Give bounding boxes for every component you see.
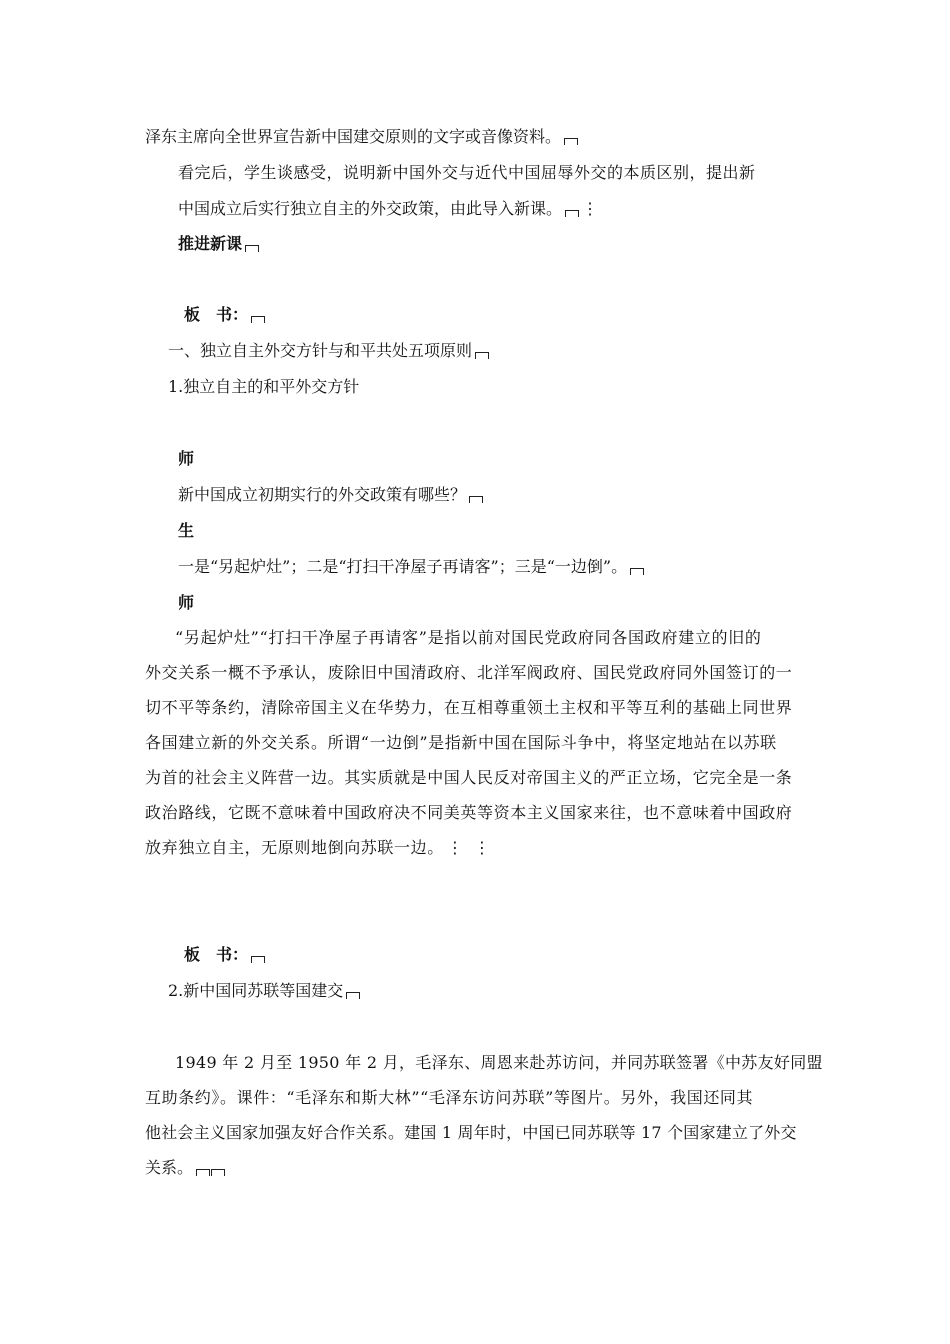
- text-line: [178, 557, 644, 577]
- text-line: [145, 1158, 225, 1178]
- paragraph-mark-icon: [630, 568, 644, 575]
- text-line: [178, 199, 601, 219]
- text: 1.独立自主的和平外交方针: [168, 377, 360, 396]
- text: 为首的社会主义阵营一边。其实质就是中国人民反对帝国主义的严正立场，它完全是一条: [145, 768, 793, 787]
- text: 放弃独立自主，无原则地倒向苏联一边。: [145, 838, 444, 857]
- paragraph-mark-icon: [251, 316, 265, 323]
- text-line: [168, 341, 489, 361]
- text: 外交关系一概不予承认，废除旧中国清政府、北洋军阀政府、国民党政府同外国签订的一: [145, 663, 793, 682]
- text: 板 书：: [184, 945, 249, 964]
- text: 看完后，学生谈感受，说明新中国外交与近代中国屈辱外交的本质区别，提出新: [178, 163, 756, 182]
- text: 生: [178, 521, 195, 540]
- speaker-label: [178, 521, 194, 541]
- board-heading: [184, 945, 265, 965]
- paragraph-mark-icon: [346, 992, 360, 999]
- paragraph-mark-icon: [211, 1169, 225, 1176]
- text: 切不平等条约，清除帝国主义在华势力，在互相尊重领土主权和平等互利的基础上同世界: [145, 698, 793, 717]
- text: 各国建立新的外交关系。所谓“一边倒”是指新中国在国际斗争中，将坚定地站在以苏联: [145, 733, 777, 752]
- text-line: [145, 698, 807, 718]
- text: 泽东主席向全世界宣告新中国建交原则的文字或音像资料。: [145, 127, 562, 146]
- section-heading: [178, 234, 259, 254]
- speaker-label: [178, 593, 194, 613]
- text-line: [175, 628, 762, 648]
- board-heading: [184, 305, 265, 325]
- text-line: [145, 127, 578, 147]
- text: 互助条约》。课件：“毛泽东和斯大林”“毛泽东访问苏联”等图片。另外，我国还同其: [145, 1088, 754, 1107]
- paragraph-mark-icon: [565, 210, 579, 217]
- text-line: [145, 733, 807, 753]
- text-line: [145, 663, 807, 683]
- text-line: [168, 377, 359, 397]
- text: 关系。: [145, 1158, 194, 1177]
- text: 板 书：: [184, 305, 249, 324]
- text-line: [168, 981, 360, 1001]
- text: 政治路线，它既不意味着中国政府决不同美英等资本主义国家来往，也不意味着中国政府: [145, 803, 793, 822]
- text: 1949 年 2 月至 1950 年 2 月，毛泽东、周恩来赴苏访问，并同苏联签署《中苏友好同盟: [175, 1053, 823, 1072]
- text-line: [145, 803, 807, 823]
- text: 新中国成立初期实行的外交政策有哪些？: [178, 485, 467, 504]
- text-line: [178, 485, 483, 505]
- ellipsis-mark-icon: ⋮: [582, 199, 602, 218]
- text: 他社会主义国家加强友好合作关系。建国 1 周年时，中国已同苏联等 17 个国家建立了外交: [145, 1123, 797, 1142]
- text: 一、独立自主外交方针与和平共处五项原则: [168, 341, 473, 360]
- paragraph-mark-icon: [196, 1169, 210, 1176]
- text-line: [145, 1123, 797, 1143]
- text: “另起炉灶”“打扫干净屋子再请客”是指以前对国民党政府同各国政府建立的旧的: [175, 628, 762, 647]
- paragraph-mark-icon: [251, 956, 265, 963]
- speaker-label: [178, 449, 194, 469]
- paragraph-mark-icon: [475, 352, 489, 359]
- text: 中国成立后实行独立自主的外交政策，由此导入新课。: [178, 199, 563, 218]
- text-line: [145, 1088, 807, 1108]
- text-line: [145, 768, 807, 788]
- text: 2.新中国同苏联等国建交: [168, 981, 344, 1000]
- ellipsis-mark-icon: ⋮ ⋮: [446, 838, 493, 857]
- text-line: [175, 1053, 823, 1073]
- paragraph-mark-icon: [564, 138, 578, 145]
- text: 推进新课: [178, 234, 243, 253]
- text-line: [178, 163, 756, 183]
- paragraph-mark-icon: [469, 496, 483, 503]
- text: 一是“另起炉灶”；二是“打扫干净屋子再请客”；三是“一边倒”。: [178, 557, 628, 576]
- text: 师: [178, 449, 195, 468]
- text-line: [145, 838, 493, 858]
- text: 师: [178, 593, 195, 612]
- paragraph-mark-icon: [245, 245, 259, 252]
